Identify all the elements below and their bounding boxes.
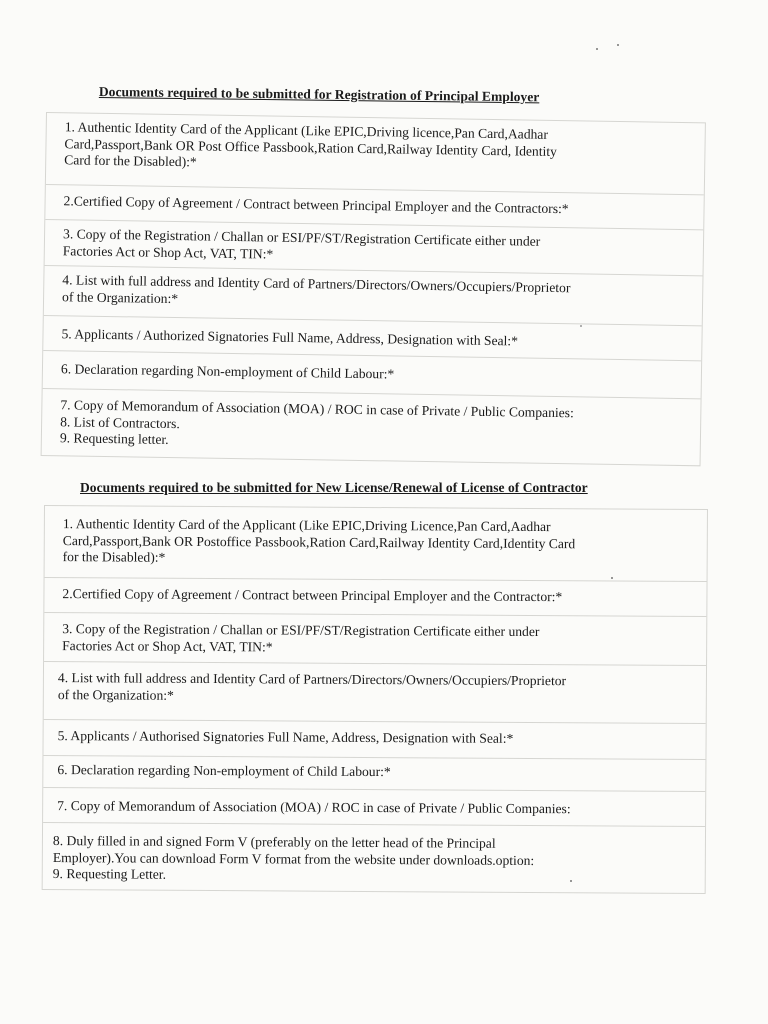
section2-item-8: 8. Duly filled in and signed Form V (preferably on the letter head of the Principal Employer).You can download Form V format from the website under downloads.option: 9. Requesting Letter. [52, 833, 535, 882]
scan-speck [580, 325, 582, 327]
section2-row-1 [45, 506, 707, 565]
section1-item-6: 6. Declaration regarding Non-employment of Child Labour:* [60, 361, 395, 382]
scan-speck [570, 880, 572, 882]
section1-item-3: 3. Copy of the Registration / Challan or ESI/PF/ST/Registration Certificate either under Factories Act or Shop Act, VAT, TIN:* [62, 226, 541, 262]
section1-item-1: 1. Authentic Identity Card of the Applicant (Like EPIC,Driving licence,Pan Card,Aadhar Card,Passport,Bank OR Post Office Passbook,Ration Card,Railway Identity Card, Identity Card for the Disabled):* [64, 119, 558, 170]
scan-speck [611, 577, 613, 579]
section1-row-6 [43, 350, 701, 382]
section1-row-7 [43, 388, 701, 447]
section2-row-3 [44, 612, 706, 654]
section2-item-6: 6. Declaration regarding Non-employment of Child Labour:* [57, 762, 391, 780]
section2-row-2 [45, 577, 707, 605]
section2-item-3: 3. Copy of the Registration / Challan or ESI/PF/ST/Registration Certificate either under Factories Act or Shop Act, VAT, TIN:* [62, 621, 540, 654]
section1-row-1 [47, 113, 705, 170]
section2-item-5: 5. Applicants / Authorised Signatories Full Name, Address, Designation with Seal:* [57, 728, 514, 746]
section2-item-2: 2.Certified Copy of Agreement / Contract between Principal Employer and the Contractor:* [62, 586, 563, 605]
section2-item-1: 1. Authentic Identity Card of the Applicant (Like EPIC,Driving Licence,Pan Card,Aadhar Card,Passport,Bank OR Postoffice Passbook,Ration Card,Railway Identity Card,Identity Card for the Disabled):* [62, 516, 576, 565]
section1-row-3 [45, 219, 703, 262]
section1-item-5: 5. Applicants / Authorized Signatories Full Name, Address, Designation with Seal:* [61, 326, 519, 349]
section1-row-4 [45, 265, 703, 306]
section2-row-4 [44, 661, 706, 703]
section2-row-5 [44, 719, 706, 746]
section1-table [41, 112, 706, 466]
section1-heading: Documents required to be submitted for Registration of Principal Employer [98, 84, 540, 105]
section1-row-2 [46, 184, 704, 217]
section1-item-7: 7. Copy of Memorandum of Association (MOA) / ROC in case of Private / Public Companies: 8. List of Contractors. 9. Requesting letter. [59, 397, 574, 447]
section2-item-4: 4. List with full address and Identity Card of Partners/Directors/Owners/Occupiers/Proprietor of the Organization:* [57, 670, 567, 703]
scan-speck [617, 44, 619, 46]
section2-table [42, 505, 708, 894]
scan-speck [596, 48, 598, 50]
section1-item-2: 2.Certified Copy of Agreement / Contract between Principal Employer and the Contractors:* [63, 193, 569, 217]
section2-row-8 [43, 822, 705, 882]
section1-item-4: 4. List with full address and Identity Card of Partners/Directors/Owners/Occupiers/Proprietor of the Organization:* [61, 272, 571, 306]
section2-item-7: 7. Copy of Memorandum of Association (MOA) / ROC in case of Private / Public Companies: [57, 798, 571, 817]
section1-row-5 [44, 315, 702, 349]
section2-row-6 [43, 755, 705, 780]
section2-row-7 [43, 787, 705, 817]
section2-heading: Documents required to be submitted for New License/Renewal of License of Contractor [80, 480, 588, 495]
